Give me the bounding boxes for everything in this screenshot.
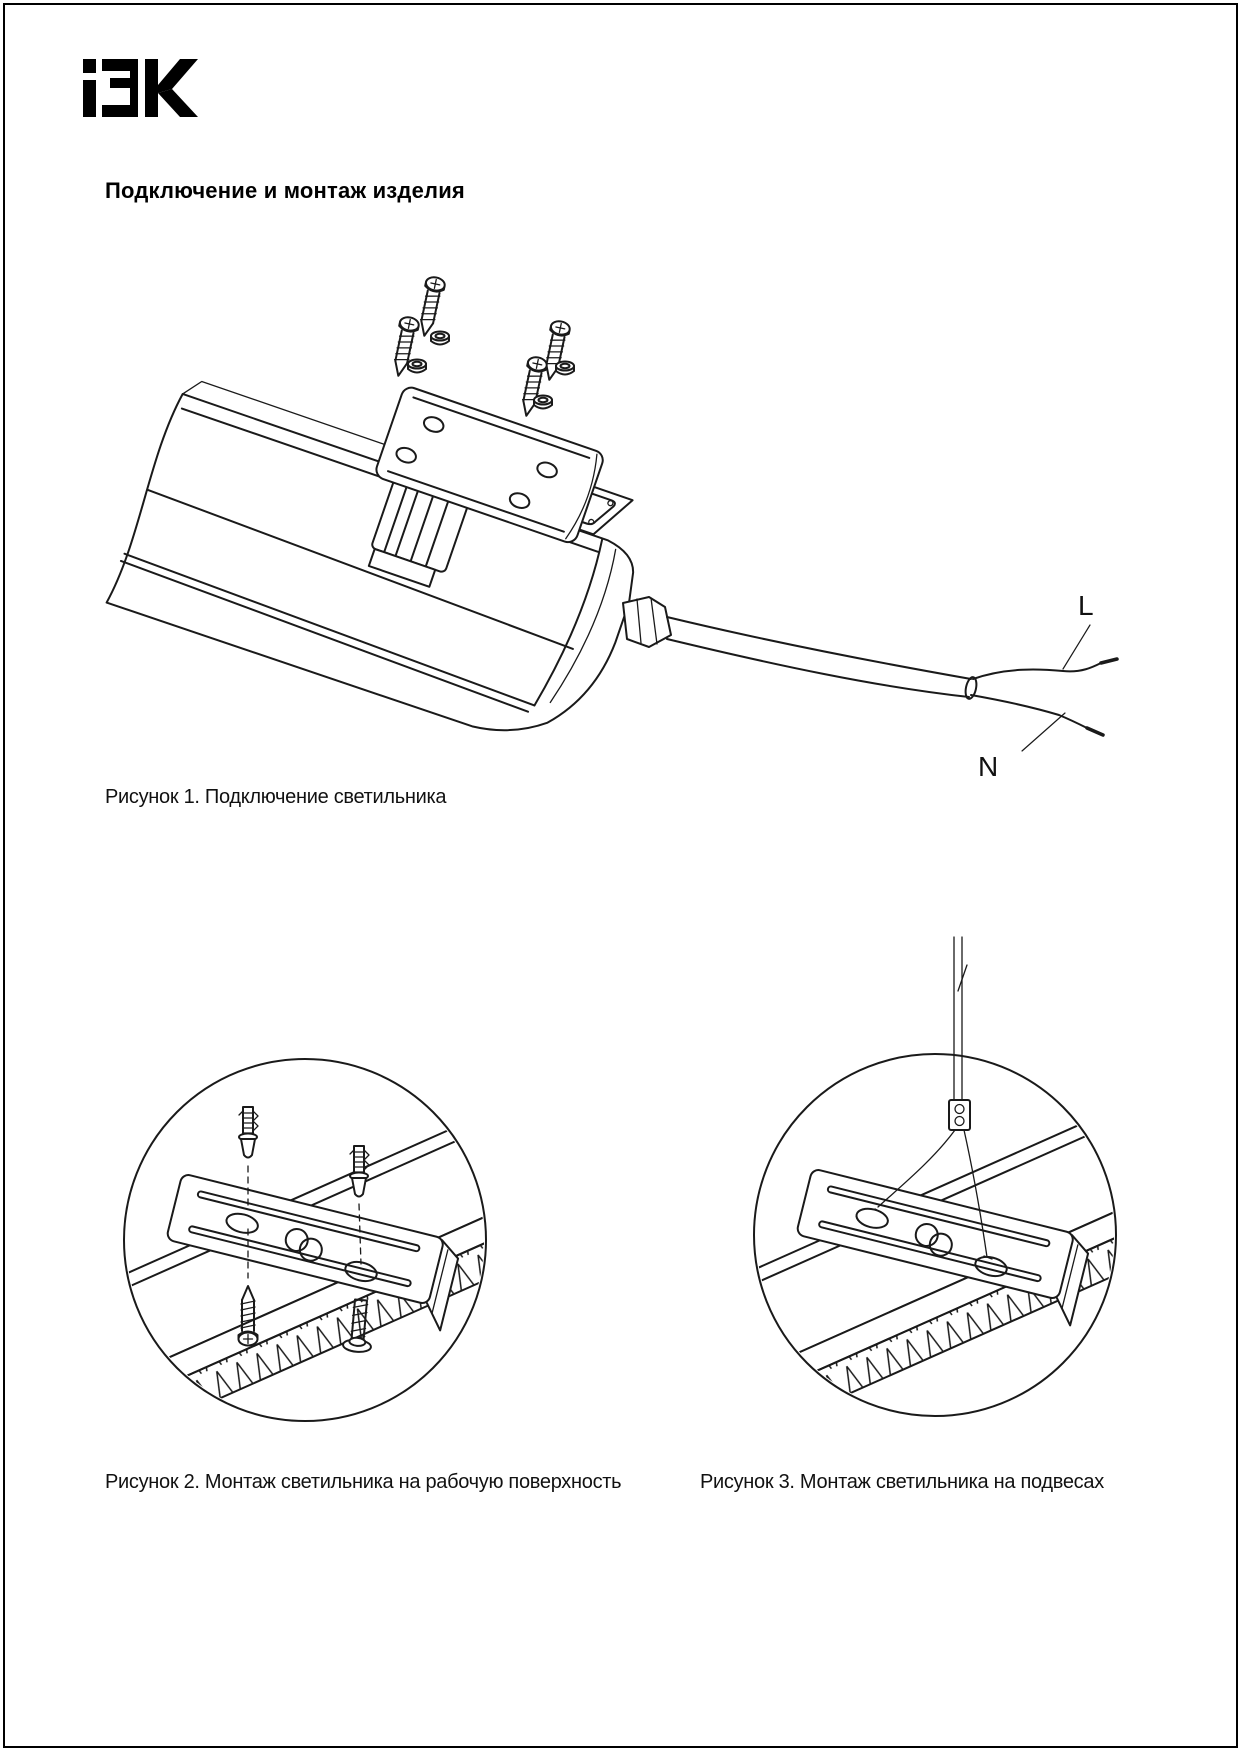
figure-2-caption: Рисунок 2. Монтаж светильника на рабочую поверхность: [105, 1471, 622, 1493]
figure-1-drawing: [105, 235, 1165, 795]
logo-text: [0, 0, 1, 1]
page-title: Подключение и монтаж изделия: [105, 178, 465, 203]
figure-1-caption: Рисунок 1. Подключение светильника: [105, 786, 447, 808]
wire-label-n: N: [978, 751, 999, 782]
wire-label-l: L: [1078, 590, 1094, 621]
figure-3-drawing: [748, 935, 1128, 1435]
figure-2-drawing: [118, 1052, 498, 1432]
iek-logo: [83, 59, 198, 117]
figure-3-caption: Рисунок 3. Монтаж светильника на подвесах: [700, 1471, 1104, 1493]
